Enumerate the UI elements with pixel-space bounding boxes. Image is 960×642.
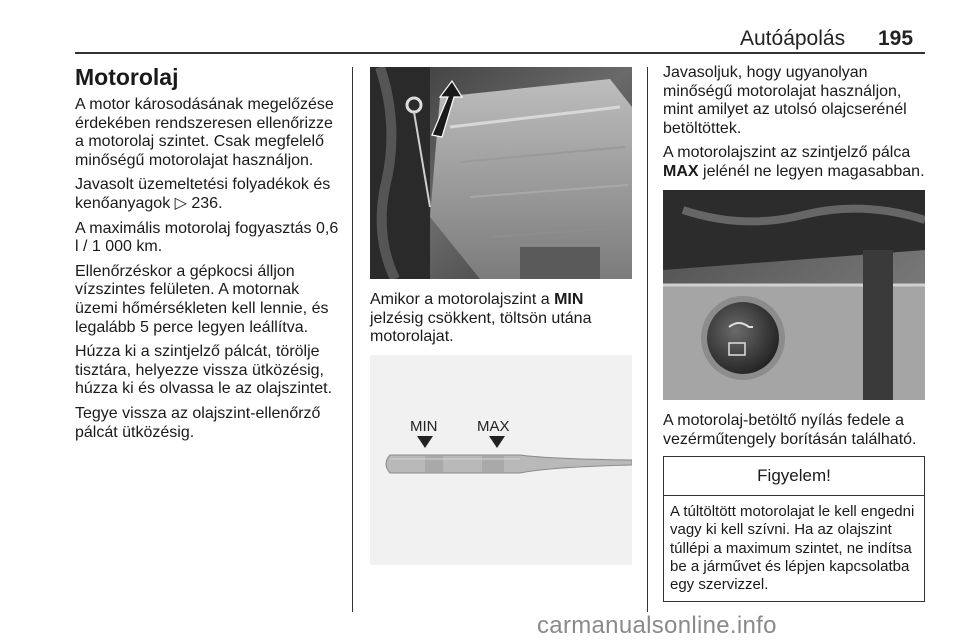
section-heading: Motorolaj (75, 64, 179, 90)
page-number: 195 (878, 27, 914, 50)
max-text-start: A motorolajszint az szintjelző pálca (663, 144, 911, 162)
paragraph-dipstick-procedure: Húzza ki a szintjelző pálcát, törölje tisztára, helyezze vissza ütközésig, húzza ki és olvassa le az olajszintet. (75, 343, 333, 398)
filler-cap-caption (663, 412, 925, 449)
left-column (75, 62, 345, 448)
right-column-text (663, 64, 925, 188)
paragraph-reinsert: Tegye vissza az olajszint-ellenőrző pálcát ütközésig. (75, 404, 321, 441)
dipstick-illustration (370, 355, 632, 565)
max-bold-label: MAX (663, 162, 699, 180)
caption-min-label: MIN (554, 291, 584, 308)
warning-notice-box (663, 456, 925, 602)
paragraph-same-quality: Javasoljuk, hogy ugyanolyan minőségű motorolajat használjon, mint amilyet az utolsó olajcserénél betöltöttek. (663, 64, 907, 137)
column-divider-right (647, 67, 648, 612)
caption-text-start: Amikor a motorolajszint a (370, 291, 555, 308)
notice-title: Figyelem! (664, 457, 924, 496)
paragraph-intro: A motor károsodásának megelőzése érdekében rendszeresen ellenőrizze a motorolaj szintet. Csak megfelelő minőségű motorolajat használjon. (75, 96, 334, 169)
oil-filler-cap-photo (663, 190, 925, 400)
paragraph-check-conditions: Ellenőrzéskor a gépkocsi álljon vízszintes felületen. A motornak üzemi hőmérsékleten kell lennie, és legalább 5 perce legyen leállítva. (75, 262, 329, 336)
min-marker-icon (417, 436, 433, 448)
min-label: MIN (410, 418, 438, 435)
running-header-title: Autóápolás (740, 27, 846, 50)
watermark: carmanualsonline.info (537, 612, 777, 639)
paragraph-fluids-reference: Javasolt üzemeltetési folyadékok és kenőanyagok ▷ 236. (75, 176, 331, 212)
notice-body: A túltöltött motorolajat le kell engedni vagy ki kell szívni. Ha az olajszint túllépi a maximum szintet, ne indítsa be a járművet és lépjen kapcsolatba egy szervizzel. (670, 503, 915, 594)
caption-text-end: jelzésig csökkent, töltsön utána motorolajat. (370, 309, 592, 346)
max-label: MAX (477, 418, 510, 435)
max-marker-icon (489, 436, 505, 448)
filler-cap-caption-text: A motorolaj-betöltő nyílás fedele a vezérműtengely borításán található. (663, 412, 917, 448)
header-rule (75, 52, 925, 54)
column-divider-left (352, 67, 353, 612)
paragraph-consumption: A maximális motorolaj fogyasztás 0,6 l / 1 000 km. (75, 219, 339, 256)
paragraph-max-level (663, 144, 925, 181)
engine-bay-photo (370, 67, 632, 279)
dipstick-caption (370, 291, 632, 347)
max-text-end: jelénél ne legyen magasabban. (698, 162, 925, 180)
